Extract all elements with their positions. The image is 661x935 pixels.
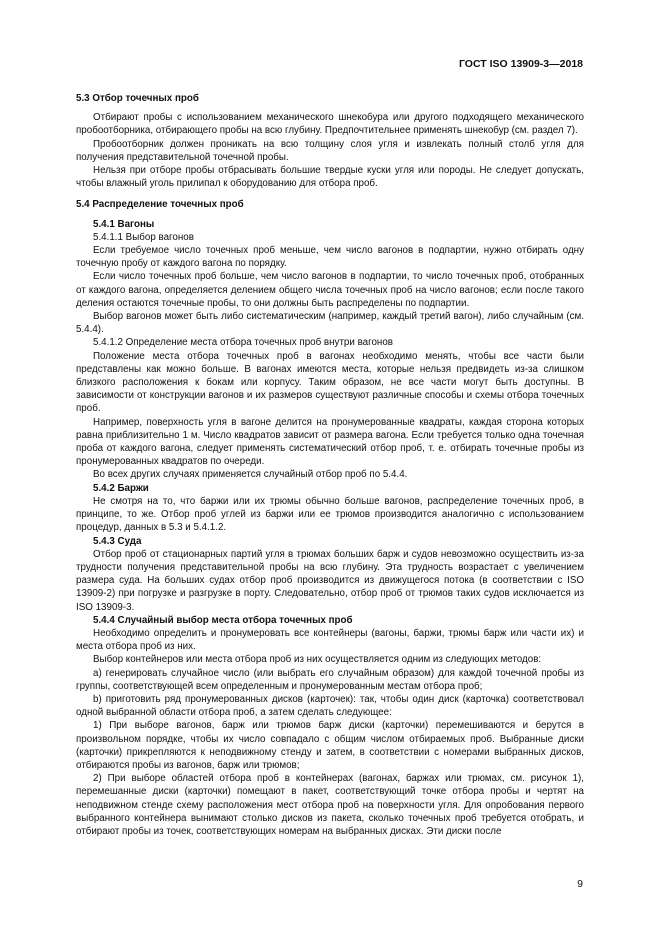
paragraph: Нельзя при отборе пробы отбрасывать большие твердые куски угля или породы. Не следует допускать, чтобы влажный уголь прилипал к оборудованию для отбора проб.	[76, 165, 584, 190]
section-5-4-title: 5.4 Распределение точечных проб	[76, 199, 244, 211]
document-code: ГОСТ ISO 13909-3—2018	[458, 58, 583, 70]
paragraph: Например, поверхность угля в вагоне делится на пронумерованные квадраты, каждая сторона которых равна приблизительно 1 м. Число квадратов зависит от размера вагона. Если требуется только одна точечная проба от каждого вагона, следует применять систематический отбор проб, т. е. отбирать точечные пробы из пронумерованных квадратов по очереди.	[76, 416, 584, 468]
paragraph: Необходимо определить и пронумеровать все контейнеры (вагоны, баржи, трюмы барж или части их) и места отбора проб из них.	[76, 627, 584, 653]
paragraph: Выбор вагонов может быть либо систематическим (например, каждый третий вагон), либо случайным (см. 5.4.4).	[76, 311, 584, 336]
paragraph: Пробоотборник должен проникать на всю толщину слоя угля и извлекать полный столб угля для получения представительной точечной пробы.	[76, 138, 584, 163]
list-item: 2) При выборе областей отбора проб в контейнерах (вагонах, баржах или трюмах, см. рисунок 1), перемешанные диски (карточки) помещают в пакет, соответствующий точке отбора пробы и чертят на неподвижном стенде схему расположения мест отбора проб на поверхности угля. Для опробования первого выбранного контейнера вынимают столько дисков из пакета, сколько точечных проб требуется отобрать, и отбирают пробы из точек, соответствующих номерам на выбранных дисках. Эти диски после	[76, 773, 584, 837]
paragraph: Отбор проб от стационарных партий угля в трюмах больших барж и судов невозможно осуществить из-за трудности получения представительной пробы на всю глубину. Эта трудность возрастает с увеличением размера суда. На больших судах отбор проб производится из движущегося потока (в соответствии с ISO 13909-2) при погрузке и разгрузке в порту. Следовательно, отбор проб от трюмов таких судов исключается из ISO 13909-3.	[76, 548, 584, 613]
paragraph: Во всех других случаях применяется случайный отбор проб по 5.4.4.	[93, 469, 408, 481]
paragraph: Если требуемое число точечных проб меньше, чем число вагонов в подпартии, нужно отбирать одну точечную пробу от каждого вагона по порядку.	[76, 245, 584, 270]
section-5-4-3-title: 5.4.3 Суда	[93, 535, 142, 547]
paragraph: Отбирают пробы с использованием механического шнекобура или другого подходящего механического пробоотборника, отбирающего пробы на всю глубину. Предпочтительнее применять шнекобур (см. раздел 7).	[76, 112, 584, 137]
paragraph: Выбор контейнеров или места отбора проб из них осуществляется одним из следующих методов:	[93, 654, 542, 666]
section-5-3-title: 5.3 Отбор точечных проб	[76, 93, 199, 104]
paragraph: Положение места отбора точечных проб в вагонах необходимо менять, чтобы все части были представлены как можно больше. В вагонах имеются места, которые нельзя предвидеть из-за слишком близкого расположения к бокам или корпусу. Таким образом, не все части могут быть доступны. В зависимости от конструкции вагонов и их размеров существуют различные способы и схемы отбора точечных проб.	[76, 350, 584, 415]
document-body	[76, 92, 584, 838]
section-5-4-1-1-title: 5.4.1.1 Выбор вагонов	[93, 231, 194, 243]
paragraph: Если число точечных проб больше, чем число вагонов в подпартии, то число точечных проб, отобранных от каждого вагона, определяется делением общего числа точечных проб на число вагонов; если после такого деления остаются точечные пробы, то они должны быть распределены по подпартии.	[76, 271, 584, 309]
page-number: 9	[577, 878, 583, 890]
list-item: а) генерировать случайное число (или выбрать его случайным образом) для каждой точечной пробы из группы, соответствующей всем определенным и пронумерованным местам отбора проб;	[76, 667, 584, 692]
paragraph: Не смотря на то, что баржи или их трюмы обычно больше вагонов, распределение точечных проб, в принципе, то же. Отбор проб углей из баржи или ее трюмов производится аналогично с использованием процедур, данных в 5.3 и 5.4.1.2.	[76, 495, 584, 534]
list-item: 1) При выборе вагонов, барж или трюмов барж диски (карточки) перемешиваются и берутся в произвольном порядке, чтобы их число совпадало с общим числом отбираемых проб. Выбранные диски (карточки) прикрепляются к неподвижному стенду и затем, в соответствии с номерами выбранных дисков, отбираются пробы из вагонов, барж или трюмов;	[76, 720, 584, 771]
section-5-4-4-title: 5.4.4 Случайный выбор места отбора точечных проб	[93, 614, 353, 626]
section-5-4-1-title: 5.4.1 Вагоны	[93, 218, 155, 230]
list-item: b) приготовить ряд пронумерованных дисков (карточек): так, чтобы один диск (карточка) соответствовал одной выбранной области отбора проб, а затем сделать следующее:	[76, 693, 584, 719]
section-5-4-1-2-title: 5.4.1.2 Определение места отбора точечных проб внутри вагонов	[93, 337, 393, 349]
section-5-4-2-title: 5.4.2 Баржи	[93, 482, 149, 494]
